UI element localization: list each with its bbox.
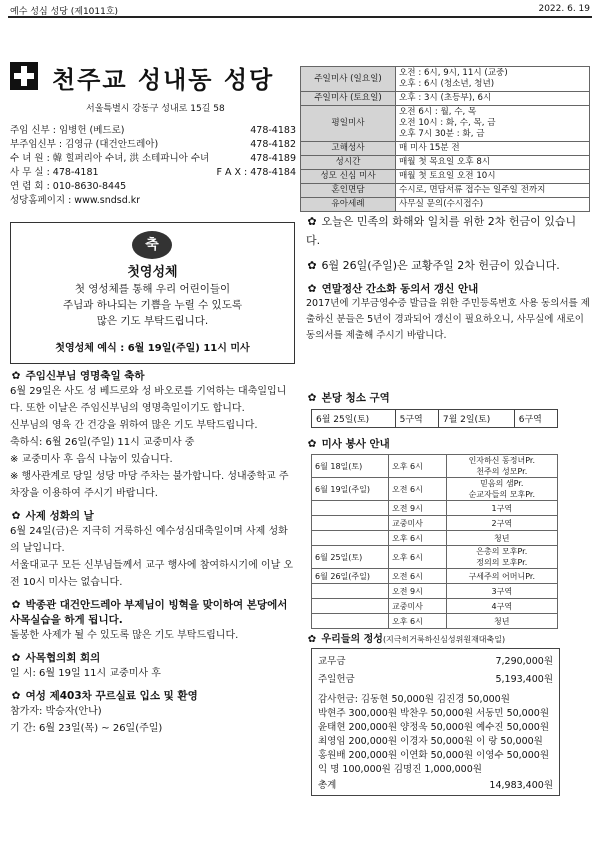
volunteer-time: 오전 6시 bbox=[389, 569, 447, 584]
volunteer-assignee: 2구역 bbox=[446, 516, 557, 531]
section-title: 주임신부님 영명축일 축하 bbox=[25, 370, 145, 382]
volunteer-date: 6월 25일(토) bbox=[312, 546, 389, 569]
section-title: 사제 성화의 날 bbox=[25, 510, 94, 522]
volunteer-date bbox=[312, 614, 389, 629]
section-para: ※ 교중미사 후 음식 나눔이 있습니다. bbox=[10, 454, 173, 465]
parish-title: 천주교 성내동 성당 bbox=[52, 66, 275, 94]
volunteer-table bbox=[311, 454, 558, 629]
volunteer-row bbox=[312, 546, 558, 569]
section-para: 일 시: 6월 19일 11시 교중미사 후 bbox=[10, 668, 161, 679]
section-cursillo bbox=[10, 688, 295, 737]
volunteer-row bbox=[312, 599, 558, 614]
mass-label: 평일미사 bbox=[301, 106, 396, 142]
section-priest-day bbox=[10, 508, 295, 591]
volunteer-row bbox=[312, 501, 558, 516]
mass-label: 주일미사 (일요일) bbox=[301, 67, 396, 92]
communion-line: 첫 영성체를 통해 우리 어린이들이 bbox=[74, 283, 231, 295]
volunteer-date bbox=[312, 599, 389, 614]
mass-row bbox=[301, 106, 590, 142]
section-feast bbox=[10, 368, 295, 502]
volunteer-row bbox=[312, 478, 558, 501]
volunteer-row bbox=[312, 455, 558, 478]
mass-value: 사무실 문의(수시접수) bbox=[396, 198, 590, 212]
flower-icon: ✿ bbox=[11, 690, 21, 702]
contact-row: 주임 신부 : 임병헌 (베드로) 478-4183 bbox=[10, 125, 296, 136]
volunteer-assignee: 청년 bbox=[446, 531, 557, 546]
header-divider bbox=[8, 16, 592, 18]
contact-row: 사 무 실 : 478-4181 F A X : 478-4184 bbox=[10, 167, 296, 178]
donor-line: 윤태현 200,000원 양정욱 50,000원 예수진 50,000원 bbox=[318, 722, 549, 733]
section-para: 기 간: 6월 23일(목) ~ 26일(주일) bbox=[10, 723, 163, 734]
section-para: 6월 29일은 사도 성 베드로와 성 바오로를 기억하는 대축일입니다. 또한 이날은 주임신부님의 영명축일이기도 합니다. bbox=[10, 386, 287, 414]
section-council bbox=[10, 650, 295, 682]
mass-value: 매 미사 15분 전 bbox=[396, 142, 590, 156]
volunteer-date: 6월 19일(주일) bbox=[312, 478, 389, 501]
section-para: 참가자: 박승자(안나) bbox=[10, 706, 102, 717]
volunteer-assignee: 1구역 bbox=[446, 501, 557, 516]
notice-papal-sunday: ✿ 6월 26일(주일)은 교황주일 2차 헌금이 있습니다. bbox=[306, 256, 590, 275]
mass-label: 고해성사 bbox=[301, 142, 396, 156]
mass-value: 오후 : 3시 (초등부), 6시 bbox=[396, 92, 590, 106]
volunteer-date bbox=[312, 531, 389, 546]
section-title: 사목협의회 회의 bbox=[25, 652, 101, 664]
volunteer-row bbox=[312, 531, 558, 546]
volunteer-time: 오후 6시 bbox=[389, 614, 447, 629]
volunteer-date: 6월 26일(주일) bbox=[312, 569, 389, 584]
section-para: ※ 행사관계로 당일 성당 마당 주차는 불가합니다. 성내중학교 주차장을 이용하여 주시기 바랍니다. bbox=[10, 471, 289, 499]
communion-title: 첫영성체 bbox=[127, 265, 178, 280]
section-para: 신부님의 영육 간 건강을 위하여 많은 기도 부탁드립니다. bbox=[10, 420, 258, 431]
flower-icon: ✿ bbox=[307, 283, 317, 295]
left-sections bbox=[10, 368, 295, 737]
volunteer-assignee: 믿음의 샘Pr. 순교자들의 모후Pr. bbox=[446, 478, 557, 501]
notice-2nd-collection: ✿ 오늘은 민족의 화해와 일치를 위한 2차 헌금이 있습니다. bbox=[306, 212, 590, 250]
contact-list bbox=[10, 124, 296, 208]
volunteer-date: 6월 18일(토) bbox=[312, 455, 389, 478]
section-para: 축하식: 6월 26일(주일) 11시 교중미사 중 bbox=[10, 437, 195, 448]
volunteer-time: 오후 6시 bbox=[389, 546, 447, 569]
flower-icon: ✿ bbox=[307, 259, 317, 272]
mass-label: 성모 신심 미사 bbox=[301, 170, 396, 184]
section-title: 박종관 대건안드레아 부제님이 빙혁을 맞이하여 본당에서 사목실습을 하게 됩니다. bbox=[10, 599, 288, 626]
flower-icon: ✿ bbox=[11, 510, 21, 522]
mass-row bbox=[301, 184, 590, 198]
flower-icon: ✿ bbox=[307, 392, 317, 404]
volunteer-date bbox=[312, 501, 389, 516]
volunteer-date bbox=[312, 584, 389, 599]
contact-row: 부주임신부 : 김영규 (대건안드레아) 478-4182 bbox=[10, 139, 296, 150]
section-title: 여성 제403차 꾸르실료 입소 및 환영 bbox=[25, 690, 198, 702]
mass-value: 수시로, 면담서류 접수는 일주일 전까지 bbox=[396, 184, 590, 198]
flower-icon: ✿ bbox=[11, 599, 21, 611]
homepage-link[interactable]: 성당홈페이지 : www.sndsd.kr bbox=[10, 195, 141, 206]
cleaning-title: ✿ 본당 청소 구역 bbox=[307, 392, 390, 404]
donor-line: 최영임 200,000원 이경자 50,000원 이 랑 50,000원 bbox=[318, 736, 543, 747]
parish-logo-icon bbox=[10, 62, 38, 90]
contact-row: 연 렴 회 : 010-8630-8445 bbox=[10, 181, 127, 192]
offering-line: 주일헌금 5,193,400원 bbox=[318, 674, 553, 685]
parish-address: 서울특별시 강동구 성내로 15길 58 bbox=[86, 104, 225, 114]
mass-label: 유아세례 bbox=[301, 198, 396, 212]
volunteer-assignee: 인자하신 동정녀Pr. 천주의 성모Pr. bbox=[446, 455, 557, 478]
notice-tax-title: ✿ 연말정산 간소화 동의서 갱신 안내 bbox=[307, 283, 479, 295]
cleaning-cell: 6구역 bbox=[514, 410, 557, 428]
contact-row: 수 녀 원 : 韓 힐퍼리아 수녀, 洪 소테파니아 수녀 478-4189 bbox=[10, 153, 296, 164]
mass-schedule-table bbox=[300, 66, 590, 212]
cleaning-cell: 7월 2일(토) bbox=[438, 410, 514, 428]
volunteer-assignee: 3구역 bbox=[446, 584, 557, 599]
volunteer-time: 교중미사 bbox=[389, 516, 447, 531]
flower-icon: ✿ bbox=[307, 634, 317, 645]
mass-row bbox=[301, 156, 590, 170]
offering-line: 교무금 7,290,000원 bbox=[318, 656, 553, 667]
mass-value: 오전 6시 : 월, 수, 목 오전 10시 : 화, 수, 목, 금 오후 7시 30분 : 화, 금 bbox=[396, 106, 590, 142]
volunteer-row bbox=[312, 584, 558, 599]
donor-line: 익 명 100,000원 김명진 1,000,000원 bbox=[318, 764, 482, 775]
volunteer-time: 오전 9시 bbox=[389, 501, 447, 516]
bulletin-issue: 예수 성심 성당 (제1011호) bbox=[10, 7, 119, 17]
mass-row bbox=[301, 170, 590, 184]
volunteer-time: 오후 6시 bbox=[389, 531, 447, 546]
volunteer-row bbox=[312, 569, 558, 584]
volunteer-time: 오전 9시 bbox=[389, 584, 447, 599]
volunteer-assignee: 4구역 bbox=[446, 599, 557, 614]
communion-line: 많은 기도 부탁드립니다. bbox=[96, 315, 209, 327]
volunteer-assignee: 청년 bbox=[446, 614, 557, 629]
section-para: 서울대교구 모든 신부님들께서 교구 행사에 참여하시기에 이날 오전 10시 미사는 없습니다. bbox=[10, 560, 294, 588]
mass-row bbox=[301, 198, 590, 212]
volunteer-time: 교중미사 bbox=[389, 599, 447, 614]
celebration-badge: 축 bbox=[132, 231, 172, 259]
volunteer-row bbox=[312, 614, 558, 629]
right-notices bbox=[306, 212, 590, 344]
flower-icon: ✿ bbox=[307, 215, 317, 228]
donor-line: 홍원배 200,000원 이연화 50,000원 이영수 50,000원 bbox=[318, 750, 549, 761]
communion-ceremony: 첫영성체 예식 : 6월 19일(주일) 11시 미사 bbox=[55, 343, 250, 354]
volunteer-assignee: 구세주의 어머니Pr. bbox=[446, 569, 557, 584]
mass-value: 매월 첫 목요일 오후 8시 bbox=[396, 156, 590, 170]
offering-box bbox=[311, 648, 560, 796]
mass-row bbox=[301, 92, 590, 106]
cleaning-table bbox=[311, 409, 558, 428]
section-para: 6월 24일(금)은 지극히 거룩하신 예수성심대축일이며 사제 성화의 날입니다. bbox=[10, 526, 288, 554]
cleaning-cell: 6월 25일(토) bbox=[312, 410, 396, 428]
donor-line: 감사헌금: 김동현 50,000원 김진경 50,000원 bbox=[318, 694, 510, 705]
mass-value: 매월 첫 토요일 오전 10시 bbox=[396, 170, 590, 184]
mass-row bbox=[301, 142, 590, 156]
communion-line: 주님과 하나되는 기쁨을 누릴 수 있도록 bbox=[63, 299, 242, 311]
mass-value: 오전 : 6시, 9시, 11시 (교중) 오후 : 6시 (청소년, 청년) bbox=[396, 67, 590, 92]
flower-icon: ✿ bbox=[11, 652, 21, 664]
volunteer-time: 오후 6시 bbox=[389, 455, 447, 478]
volunteer-title: ✿ 미사 봉사 안내 bbox=[307, 438, 390, 450]
section-para: 돌봉한 사제가 될 수 있도록 많은 기도 부탁드립니다. bbox=[10, 630, 239, 641]
flower-icon: ✿ bbox=[11, 370, 21, 382]
volunteer-assignee: 은총의 모후Pr. 정의의 모후Pr. bbox=[446, 546, 557, 569]
mass-label: 주일미사 (토요일) bbox=[301, 92, 396, 106]
flower-icon: ✿ bbox=[307, 438, 317, 450]
offering-title: ✿ 우리들의 정성(지극히거룩하신심성위원재대축일) bbox=[307, 634, 506, 645]
volunteer-time: 오전 6시 bbox=[389, 478, 447, 501]
offering-total: 총계 14,983,400원 bbox=[318, 780, 553, 791]
mass-label: 혼인면담 bbox=[301, 184, 396, 198]
first-communion-box bbox=[10, 222, 295, 364]
notice-tax-text: 2017년에 기부금영수증 발급을 위한 주민등록번호 사용 동의서를 제출하신 분들은 5년이 경과되어 갱신이 필요하오니, 사무실에 새로이 동의서를 제출해 주시기 바랍니다. bbox=[306, 298, 590, 341]
bulletin-date: 2022. 6. 19 bbox=[538, 4, 590, 14]
donor-line: 박현주 300,000원 박찬우 50,000원 서동민 50,000원 bbox=[318, 708, 549, 719]
cleaning-cell: 5구역 bbox=[395, 410, 438, 428]
volunteer-date bbox=[312, 516, 389, 531]
section-deacon bbox=[10, 597, 295, 644]
mass-row bbox=[301, 67, 590, 92]
mass-label: 성시간 bbox=[301, 156, 396, 170]
volunteer-row bbox=[312, 516, 558, 531]
